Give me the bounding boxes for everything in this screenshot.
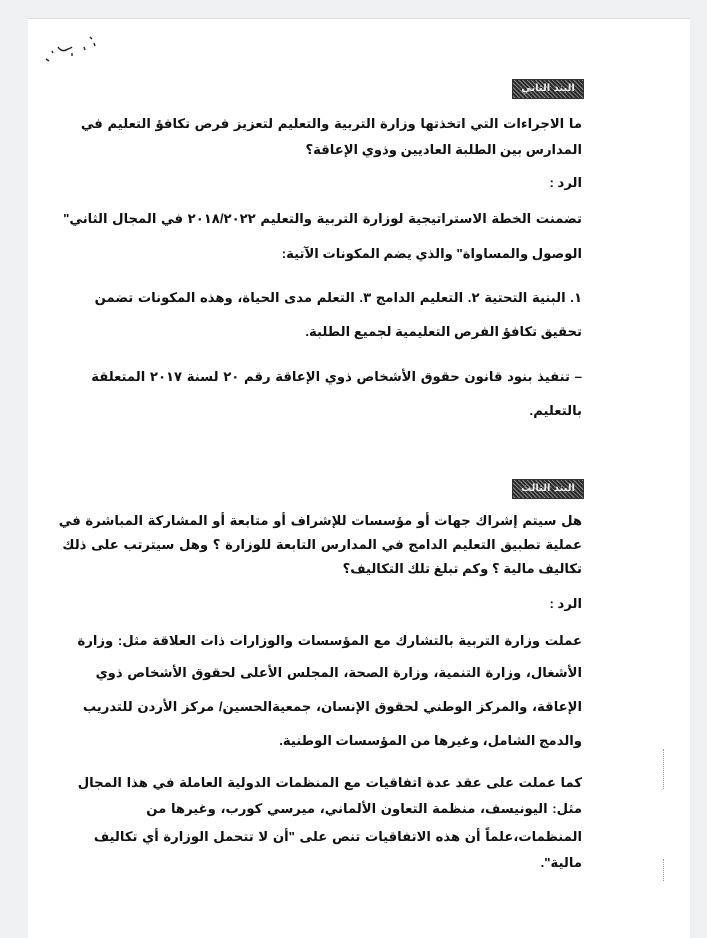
section-heading-text: البند الثاني [521,83,575,94]
scan-artifact [663,749,664,789]
scan-artifact [663,859,664,881]
answer-line: المنظمات،علماً أن هذه الاتفاقيات تنص على "أن لا تتحمل الوزارة أي تكاليف [93,829,582,844]
handwritten-mark [38,31,108,67]
answer-line: كما عملت على عقد عدة اتفاقيات مع المنظمات الدولية العاملة في هذا المجال [77,775,582,790]
section-heading-text: البند الثالث [521,483,575,494]
answer-line: مثل: اليونيسف، منظمة التعاون الألماني، ميرسي كورب، وغيرها من [146,801,582,816]
answer-line: مالية". [540,855,582,870]
answer-line: الأشغال، وزارة التنمية، وزارة الصحة، المجلس الأعلى لحقوق الأشخاص ذوي [95,665,582,680]
answer-line: – تنفيذ بنود قانون حقوق الأشخاص ذوي الإعاقة رقم ٢٠ لسنة ٢٠١٧ المتعلقة [91,369,582,384]
answer-line: والدمج الشامل، وغيرها من المؤسسات الوطنية. [279,733,582,748]
section-heading [512,479,584,499]
question-line: تكاليف مالية ؟ وكم تبلغ تلك التكاليف؟ [342,561,582,576]
reply-label: الرد : [549,175,582,190]
question-line: ما الاجراءات التي اتخذتها وزارة التربية والتعليم لتعزيز فرص تكافؤ التعليم في [80,116,582,131]
question-line: المدارس بين الطلبة العاديين وذوي الإعاقة؟ [305,142,582,157]
answer-line: عملت وزارة التربية بالتشارك مع المؤسسات والوزارات ذات العلاقة مثل: وزارة [77,633,582,648]
section-heading [512,79,584,99]
answer-line: تحقيق تكافؤ الفرص التعليمية لجميع الطلبة. [305,324,582,339]
document-page [28,18,690,938]
answer-line: الإعاقة، والمركز الوطني لحقوق الإنسان، جمعيةالحسين/ مركز الأردن للتدريب [82,699,582,714]
question-line: عملية تطبيق التعليم الدامج في المدارس التابعة للوزارة ؟ وهل سيترتب على ذلك [62,537,582,552]
answer-line: ١. البنية التحتية ٢. التعليم الدامج ٣. التعلم مدى الحياة، وهذه المكونات تضمن [94,290,582,305]
question-line: هل سيتم إشراك جهات أو مؤسسات للإشراف أو متابعة أو المشاركة المباشرة في [58,513,582,528]
reply-label: الرد : [549,596,582,611]
answer-line: الوصول والمساواة" والذي يضم المكونات الآتية: [281,246,582,261]
answer-line: بالتعليم. [529,403,582,418]
answer-line: تضمنت الخطة الاستراتيجية لوزارة التربية والتعليم ٢٠١٨/٢٠٢٢ في المجال الثاني" [63,211,582,226]
